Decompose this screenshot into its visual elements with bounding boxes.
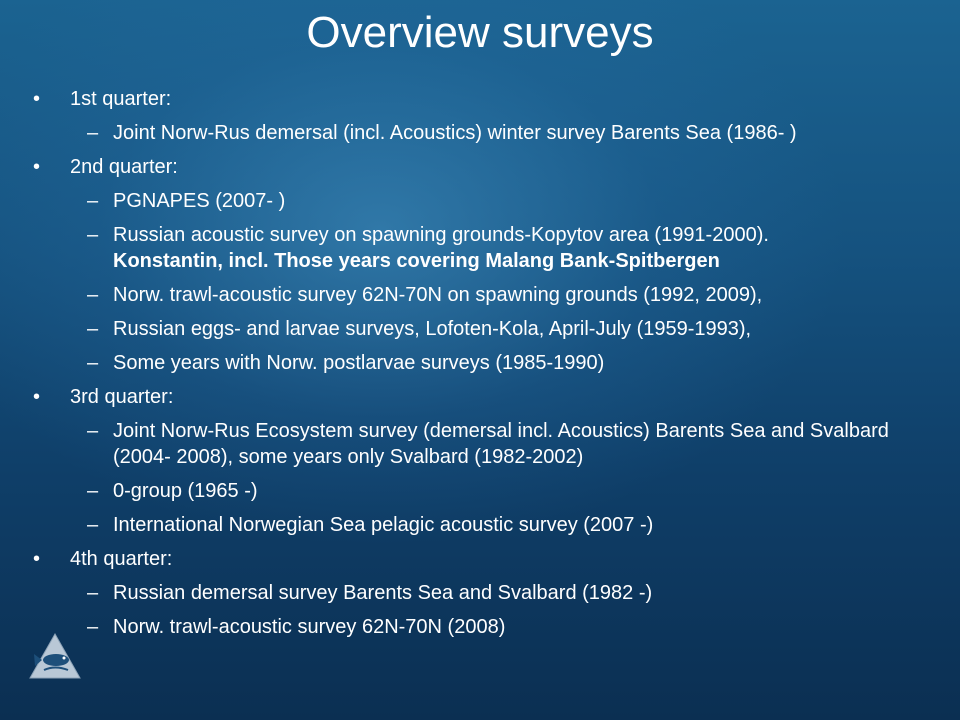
q3-item [30, 418, 945, 470]
dash-symbol: – [87, 284, 99, 306]
q3-item [30, 512, 945, 538]
q4-label: 4th quarter: [70, 548, 173, 570]
q2-item [30, 188, 945, 214]
bullet-q2 [30, 154, 945, 180]
q2-item [30, 282, 945, 308]
dash-symbol: – [87, 480, 99, 502]
bullet-symbol: • [33, 156, 41, 178]
q1-label: 1st quarter: [70, 88, 172, 110]
dash-symbol: – [87, 352, 99, 374]
bullet-q4 [30, 546, 945, 572]
q2-item-text: Some years with Norw. postlarvae surveys (1985-1990) [113, 352, 605, 374]
q4-item-text: Russian demersal survey Barents Sea and Svalbard (1982 -) [113, 582, 653, 604]
q2-item-text: PGNAPES (2007- ) [113, 190, 286, 212]
dash-symbol: – [87, 318, 99, 340]
fish-triangle-logo-icon [28, 632, 82, 680]
logo-fish-body [43, 654, 69, 666]
bullet-q3 [30, 384, 945, 410]
q2-item [30, 350, 945, 376]
slide-title: Overview surveys [306, 8, 654, 57]
q3-item-text: Joint Norw-Rus Ecosystem survey (demersal incl. Acoustics) Barents Sea and Svalbard (2004- 2008), some years only Svalbard (1982-2002) [113, 420, 889, 468]
dash-symbol: – [87, 420, 99, 442]
q1-item-text: Joint Norw-Rus demersal (incl. Acoustics) winter survey Barents Sea (1986- ) [113, 122, 797, 144]
slide-content [30, 78, 945, 640]
bullet-q1 [30, 86, 945, 112]
logo-svg [28, 632, 82, 680]
logo-fish-eye [63, 657, 66, 660]
bullet-symbol: • [33, 88, 41, 110]
q2-item [30, 316, 945, 342]
dash-symbol: – [87, 616, 99, 638]
q3-item [30, 478, 945, 504]
q4-item [30, 580, 945, 606]
q2-item-text: Russian eggs- and larvae surveys, Lofoten-Kola, April-July (1959-1993), [113, 318, 752, 340]
q3-item-text: International Norwegian Sea pelagic acoustic survey (2007 -) [113, 514, 654, 536]
q1-item [30, 120, 945, 146]
q3-item-text: 0-group (1965 -) [113, 480, 258, 502]
q4-item-text: Norw. trawl-acoustic survey 62N-70N (2008) [113, 616, 506, 638]
bullet-symbol: • [33, 386, 41, 408]
q2-item-bold-text: Konstantin, incl. Those years covering Malang Bank-Spitbergen [113, 250, 720, 272]
dash-symbol: – [87, 190, 99, 212]
dash-symbol: – [87, 582, 99, 604]
dash-symbol: – [87, 122, 99, 144]
q3-label: 3rd quarter: [70, 386, 174, 408]
bullet-symbol: • [33, 548, 41, 570]
q2-label: 2nd quarter: [70, 156, 178, 178]
q2-item-text: Norw. trawl-acoustic survey 62N-70N on spawning grounds (1992, 2009), [113, 284, 763, 306]
q2-item-text: Russian acoustic survey on spawning grounds-Kopytov area (1991-2000). [113, 224, 769, 246]
q2-item [30, 222, 945, 274]
dash-symbol: – [87, 514, 99, 536]
q4-item [30, 614, 945, 640]
dash-symbol: – [87, 224, 99, 246]
